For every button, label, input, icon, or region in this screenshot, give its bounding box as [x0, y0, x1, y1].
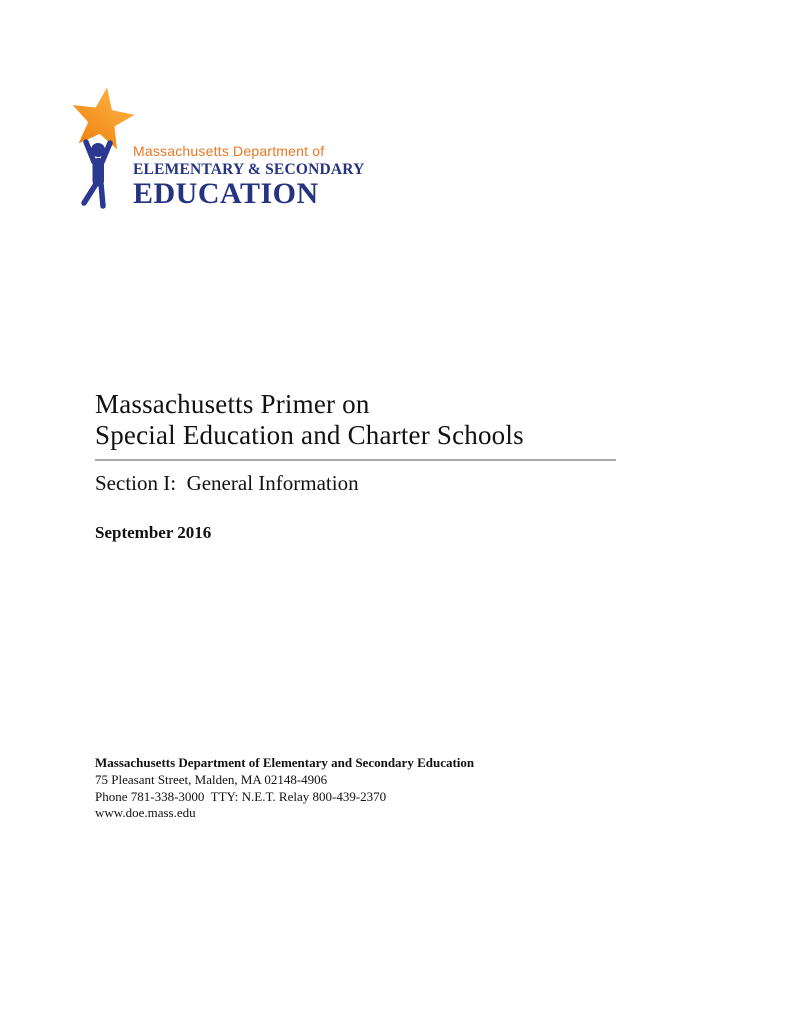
logo-wordmark [133, 143, 365, 209]
logo-education-line: EDUCATION [133, 177, 319, 210]
footer-street-address: 75 Pleasant Street, Malden, MA 02148-4906 [95, 771, 328, 787]
title-line-1: Massachusetts Primer on [95, 389, 370, 419]
logo-department-line: Massachusetts Department of [133, 143, 325, 159]
footer-phone-line: Phone 781-338-3000 TTY: N.E.T. Relay 800-439-2370 [95, 788, 387, 804]
title-line-2: Special Education and Charter Schools [95, 420, 524, 450]
title-block [95, 389, 616, 496]
logo-elementary-secondary-line: ELEMENTARY & SECONDARY [133, 161, 365, 178]
title-divider [95, 459, 616, 461]
section-heading: Section I: General Information [95, 471, 359, 495]
agency-logo [60, 80, 365, 230]
star-icon [67, 82, 138, 151]
footer-org-name: Massachusetts Department of Elementary and Secondary Education [95, 755, 475, 770]
footer-address-block [95, 755, 474, 822]
footer-website: www.doe.mass.edu [95, 805, 196, 821]
person-body-icon [91, 143, 105, 186]
publication-date: September 2016 [95, 523, 212, 542]
document-title [95, 389, 616, 451]
